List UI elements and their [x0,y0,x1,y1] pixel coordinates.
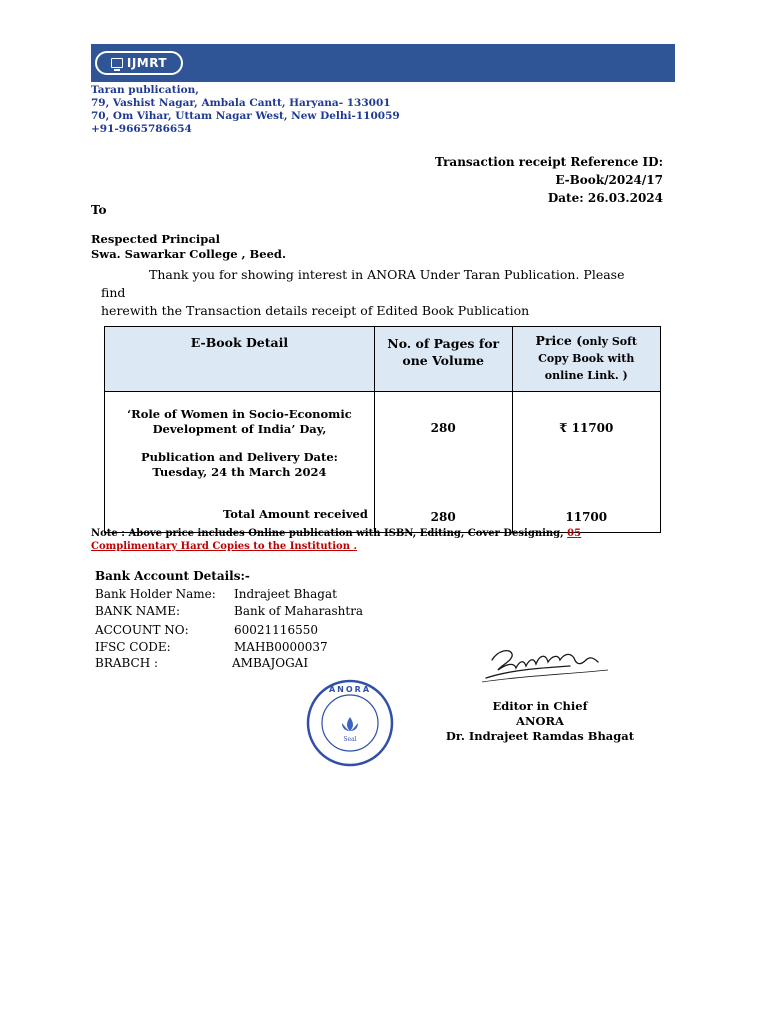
header-price [512,327,661,392]
pages-cell [374,392,512,533]
total-amount-label: Total Amount received [222,507,368,521]
publication-date-value: Tuesday, 24 th March 2024 [152,465,327,479]
monitor-icon [111,58,123,68]
branch-label: BRABCH : [95,656,159,670]
reference-label: Transaction receipt Reference ID: [435,155,663,169]
publisher-address [91,84,400,136]
bank-row-name [95,604,364,618]
editor-title: Editor in Chief [492,699,588,713]
ijmrt-logo [95,51,183,75]
intro-line-2: herewith the Transaction details receipt of Edited Book Publication [101,303,530,318]
address-line-3: 70, Om Vihar, Uttam Nagar West, New Delhi-110059 [91,110,400,122]
header-price-main: Price ( [535,333,583,348]
table-header-row [105,327,661,392]
ifsc-value: MAHB0000037 [234,640,328,654]
seal-name: ANORA [328,685,372,694]
table-row [105,392,661,533]
logo-text: IJMRT [126,56,168,70]
price-cell [512,392,661,533]
address-line-2: 79, Vashist Nagar, Ambala Cantt, Haryana- 133001 [91,97,391,109]
book-title [105,407,374,437]
receipt-date: Date: 26.03.2024 [547,191,663,205]
recipient-title: Respected Principal [91,232,221,246]
bank-name-label: BANK NAME: [95,604,181,618]
header-ebook-detail: E-Book Detail [105,327,375,392]
recipient-college: Swa. Sawarkar College , Beed. [91,247,286,261]
total-pages-value: 280 [430,510,456,524]
transaction-reference [435,153,663,207]
intro-paragraph [101,266,641,320]
header-price-line-2: Copy Book with [538,352,635,365]
seal-label: Seal [343,736,357,743]
editor-org: ANORA [516,714,564,728]
bank-row-ifsc [95,640,328,654]
total-price-value: 11700 [565,510,608,524]
intro-line-1: Thank you for showing interest in ANORA Under Taran Publication. Please find [101,267,625,300]
bank-holder-value: Indrajeet Bhagat [234,587,337,601]
branch-value: AMBAJOGAI [232,656,309,670]
bank-holder-label: Bank Holder Name: [95,587,216,601]
editor-signature [480,640,610,684]
bank-row-branch [95,656,309,670]
price-note [91,527,669,553]
header-pages-line-2: one Volume [402,353,485,368]
editor-block [440,699,640,744]
account-no-value: 60021116550 [234,623,318,637]
header-pages-line-1: No. of Pages for [387,336,500,351]
header-price-line-3: online Link. ) [544,369,628,382]
ebook-detail-cell [105,392,375,533]
price-value: ₹ 11700 [559,421,614,435]
to-label: To [91,203,107,217]
bank-name-value: Bank of Maharashtra [234,604,364,618]
address-line-1: Taran publication, [91,84,199,96]
account-no-label: ACCOUNT NO: [95,623,189,637]
note-highlight: 05 Complimentary Hard Copies to the Institution . [91,528,582,552]
address-phone: +91-9665786654 [91,123,192,135]
editor-name: Dr. Indrajeet Ramdas Bhagat [445,729,635,743]
note-text: Note : Above price includes Online publication with ISBN, Editing, Cover Designing, [91,528,568,539]
pages-value: 280 [430,421,456,435]
header-pages [374,327,512,392]
header-price-note: only Soft [582,335,637,348]
ebook-detail-table [104,326,661,533]
book-title-line-2: Development of India’ Day, [152,422,327,436]
bank-row-holder [95,587,337,601]
bank-details-heading: Bank Account Details:- [95,569,250,583]
bank-row-account [95,623,318,637]
reference-id: E-Book/2024/17 [555,173,663,187]
book-title-line-1: ‘Role of Women in Socio-Economic [127,407,352,421]
ifsc-label: IFSC CODE: [95,640,171,654]
anora-seal [306,679,394,767]
recipient [91,232,286,262]
publication-date [105,450,374,480]
header-banner [91,44,675,82]
publication-date-label: Publication and Delivery Date: [141,450,338,464]
